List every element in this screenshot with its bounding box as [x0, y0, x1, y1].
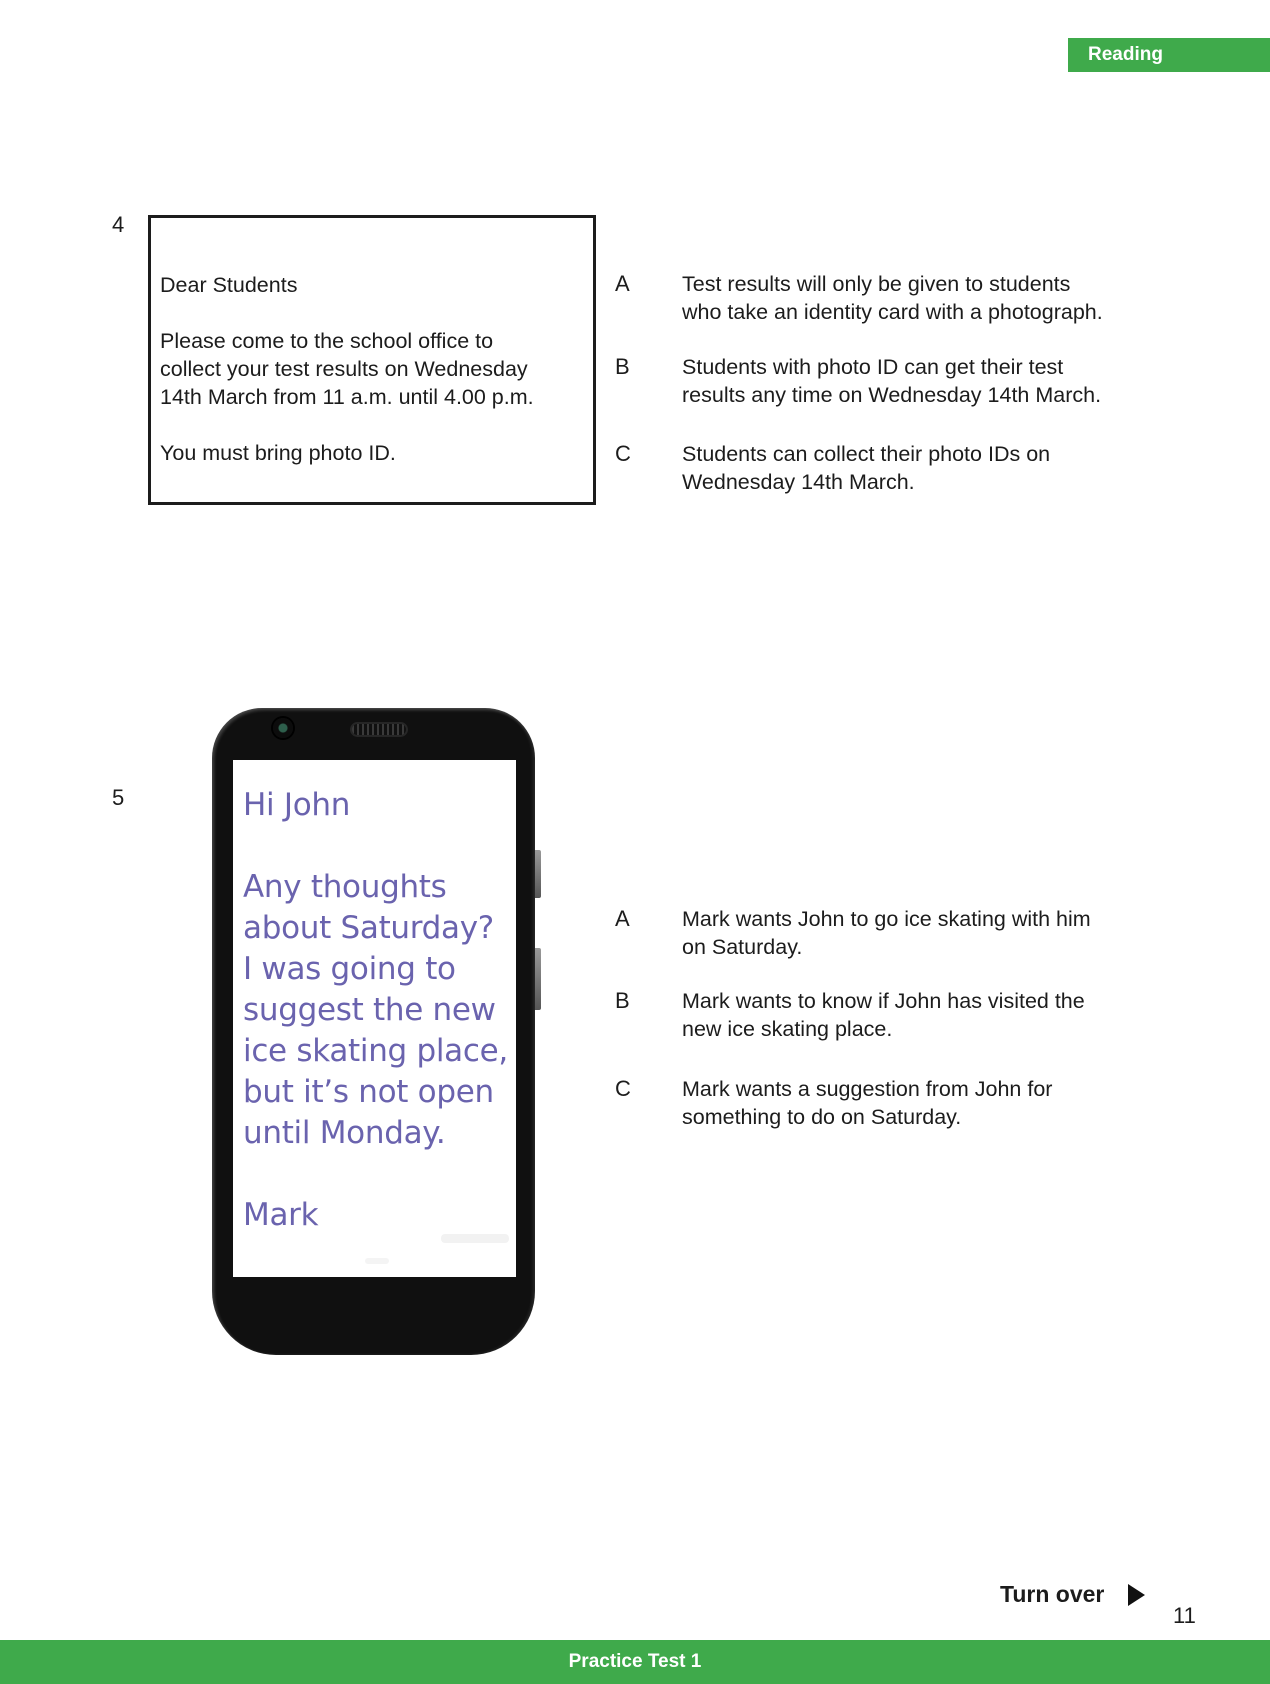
notice-body-line: Please come to the school office to — [160, 329, 494, 353]
reading-section-label: Reading — [1088, 44, 1163, 65]
notice-body-line: collect your test results on Wednesday — [160, 357, 528, 381]
question-5-option-c — [615, 1076, 1235, 1131]
footer-bar-label: Practice Test 1 — [568, 1651, 702, 1672]
option-text-line: Mark wants John to go ice skating with him — [682, 907, 1091, 931]
phone-message — [233, 760, 516, 1236]
question-5-option-b — [615, 988, 1235, 1043]
option-text-line: on Saturday. — [682, 934, 803, 959]
question-4-notice-box — [148, 215, 596, 505]
option-text-line: results any time on Wednesday 14th March. — [682, 382, 1102, 407]
message-line: about Saturday? — [243, 910, 494, 946]
option-letter: B — [615, 988, 630, 1013]
notice-spacer — [160, 300, 587, 328]
phone-speaker-icon — [350, 722, 408, 737]
message-line: I was going to — [243, 951, 456, 987]
notice-greeting: Dear Students — [160, 273, 298, 297]
message-line: suggest the new — [243, 992, 496, 1028]
phone-screen — [233, 760, 516, 1277]
message-line: Mark — [243, 1197, 319, 1233]
message-line — [243, 826, 516, 867]
option-text-line: who take an identity card with a photograph. — [682, 299, 1103, 324]
page-number: 11 — [1173, 1603, 1196, 1628]
footer-bar — [0, 1640, 1270, 1684]
question-5-number: 5 — [112, 785, 125, 810]
message-line: Hi John — [243, 787, 351, 823]
option-text-line: Mark wants a suggestion from John for — [682, 1077, 1053, 1101]
message-line: Any thoughts — [243, 869, 447, 905]
message-line: until Monday. — [243, 1115, 446, 1151]
question-5-option-a — [615, 906, 1235, 961]
phone-camera-icon — [273, 718, 293, 738]
phone-body — [212, 708, 535, 1355]
notice-spacer — [160, 412, 587, 440]
option-text-line: Wednesday 14th March. — [682, 469, 915, 494]
option-letter: B — [615, 354, 630, 379]
notice-body-line: 14th March from 11 a.m. until 4.00 p.m. — [160, 385, 534, 409]
phone-image — [212, 708, 535, 1355]
reading-section-badge — [1068, 38, 1270, 72]
question-4-number: 4 — [112, 212, 125, 237]
option-letter: C — [615, 1076, 631, 1101]
turn-over-indicator — [1000, 1581, 1145, 1608]
option-letter: A — [615, 906, 630, 931]
turn-over-label: Turn over — [1000, 1581, 1105, 1607]
option-text-line: new ice skating place. — [682, 1016, 893, 1041]
question-4-option-a — [615, 271, 1235, 326]
question-4-option-c — [615, 441, 1235, 496]
option-text-line: Test results will only be given to students — [682, 272, 1071, 296]
option-letter: C — [615, 441, 631, 466]
option-letter: A — [615, 271, 630, 296]
screen-smudge — [441, 1234, 509, 1243]
option-text-line: Students can collect their photo IDs on — [682, 442, 1051, 466]
notice-footer-line: You must bring photo ID. — [160, 441, 396, 465]
message-line: but it’s not open — [243, 1074, 494, 1110]
message-line — [243, 1154, 516, 1195]
question-4-option-b — [615, 354, 1235, 409]
turn-over-arrow-icon — [1128, 1584, 1145, 1606]
option-text-line: Mark wants to know if John has visited the — [682, 989, 1085, 1013]
option-text-line: Students with photo ID can get their test — [682, 355, 1064, 379]
screen-smudge — [365, 1258, 389, 1264]
message-line: ice skating place, — [243, 1033, 508, 1069]
option-text-line: something to do on Saturday. — [682, 1104, 962, 1129]
